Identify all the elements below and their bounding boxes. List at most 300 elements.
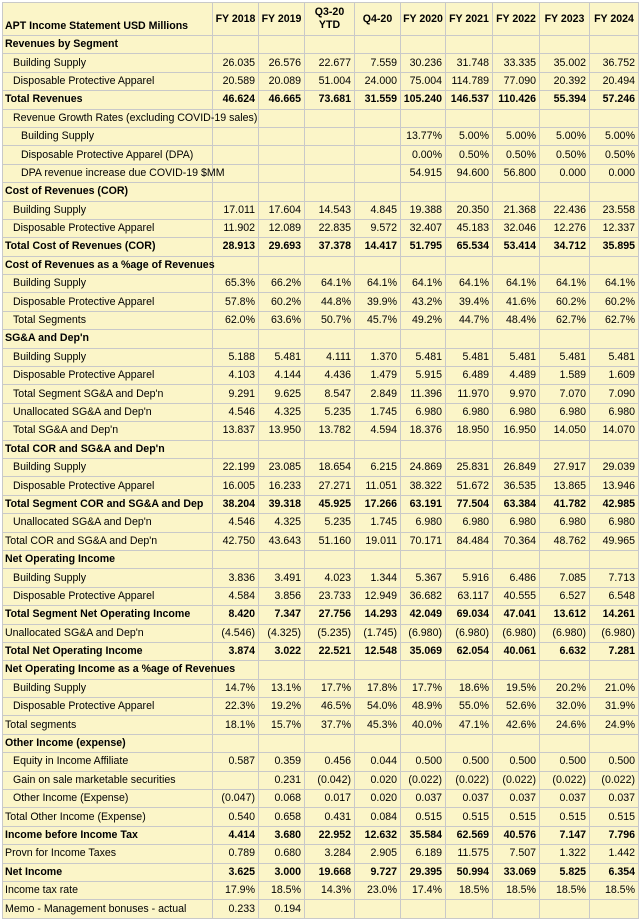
cell-value[interactable]: 1.442 [590,845,639,863]
cell-value[interactable] [213,36,259,54]
cell-value[interactable]: 77.504 [446,495,493,513]
cell-value[interactable] [259,661,305,679]
cell-value[interactable]: 31.559 [355,91,401,109]
cell-value[interactable]: 62.0% [213,311,259,329]
row-label[interactable]: Cost of Revenues as a %age of Revenues [3,256,213,274]
cell-value[interactable]: (0.047) [213,790,259,808]
cell-value[interactable] [493,36,540,54]
cell-value[interactable]: 54.0% [355,698,401,716]
cell-value[interactable]: 14.070 [590,422,639,440]
cell-value[interactable]: 55.394 [540,91,590,109]
row-label[interactable]: Building Supply [3,275,213,293]
cell-value[interactable]: 6.489 [446,367,493,385]
cell-value[interactable]: (6.980) [446,624,493,642]
cell-value[interactable]: 4.546 [213,514,259,532]
cell-value[interactable]: 4.325 [259,514,305,532]
cell-value[interactable]: 4.489 [493,367,540,385]
cell-value[interactable]: 70.364 [493,532,540,550]
cell-value[interactable]: 24.000 [355,72,401,90]
cell-value[interactable]: 94.600 [446,164,493,182]
cell-value[interactable]: 26.849 [493,458,540,476]
cell-value[interactable] [446,109,493,127]
cell-value[interactable]: 29.693 [259,238,305,256]
cell-value[interactable]: (1.745) [355,624,401,642]
cell-value[interactable] [493,734,540,752]
cell-value[interactable] [590,550,639,568]
cell-value[interactable]: 36.752 [590,54,639,72]
cell-value[interactable]: 1.479 [355,367,401,385]
cell-value[interactable]: 51.004 [305,72,355,90]
cell-value[interactable]: 6.632 [540,642,590,660]
cell-value[interactable]: 40.0% [401,716,446,734]
cell-value[interactable]: 23.733 [305,587,355,605]
row-label[interactable]: Cost of Revenues (COR) [3,183,213,201]
cell-value[interactable] [355,550,401,568]
cell-value[interactable] [355,330,401,348]
cell-value[interactable]: 32.046 [493,219,540,237]
cell-value[interactable]: 6.189 [401,845,446,863]
cell-value[interactable] [213,146,259,164]
cell-value[interactable] [305,550,355,568]
cell-value[interactable] [305,127,355,145]
cell-value[interactable]: 0.037 [401,790,446,808]
cell-value[interactable] [401,109,446,127]
cell-value[interactable] [590,661,639,679]
cell-value[interactable]: 66.2% [259,275,305,293]
col-header-fy2021[interactable]: FY 2021 [446,3,493,36]
cell-value[interactable]: 64.1% [355,275,401,293]
cell-value[interactable]: 1.745 [355,514,401,532]
cell-value[interactable]: 0.017 [305,790,355,808]
row-label[interactable]: Total Segment COR and SG&A and Dep [3,495,213,513]
cell-value[interactable]: 14.293 [355,606,401,624]
cell-value[interactable]: 0.037 [493,790,540,808]
cell-value[interactable]: 51.795 [401,238,446,256]
cell-value[interactable]: 4.845 [355,201,401,219]
cell-value[interactable]: 31.9% [590,698,639,716]
cell-value[interactable]: 20.089 [259,72,305,90]
cell-value[interactable]: 39.318 [259,495,305,513]
cell-value[interactable]: (4.546) [213,624,259,642]
cell-value[interactable]: 75.004 [401,72,446,90]
cell-value[interactable]: (0.022) [540,771,590,789]
cell-value[interactable]: 114.789 [446,72,493,90]
cell-value[interactable]: 27.756 [305,606,355,624]
cell-value[interactable] [493,661,540,679]
row-label[interactable]: Building Supply [3,201,213,219]
cell-value[interactable]: 0.50% [493,146,540,164]
cell-value[interactable]: 6.980 [446,514,493,532]
cell-value[interactable]: 44.7% [446,311,493,329]
cell-value[interactable]: 13.837 [213,422,259,440]
cell-value[interactable]: 46.5% [305,698,355,716]
cell-value[interactable]: 14.543 [305,201,355,219]
cell-value[interactable]: 70.171 [401,532,446,550]
cell-value[interactable]: 0.233 [213,900,259,918]
cell-value[interactable]: 19.5% [493,679,540,697]
cell-value[interactable]: 9.970 [493,385,540,403]
cell-value[interactable]: 5.481 [446,348,493,366]
cell-value[interactable]: 3.836 [213,569,259,587]
cell-value[interactable]: 1.609 [590,367,639,385]
cell-value[interactable]: 0.037 [540,790,590,808]
cell-value[interactable]: 5.235 [305,514,355,532]
cell-value[interactable] [305,900,355,918]
cell-value[interactable]: 8.547 [305,385,355,403]
cell-value[interactable]: 4.023 [305,569,355,587]
cell-value[interactable]: 24.869 [401,458,446,476]
cell-value[interactable]: 65.3% [213,275,259,293]
cell-value[interactable] [305,146,355,164]
cell-value[interactable] [493,330,540,348]
cell-value[interactable] [305,330,355,348]
cell-value[interactable]: 24.6% [540,716,590,734]
cell-value[interactable]: 17.011 [213,201,259,219]
cell-value[interactable]: 3.856 [259,587,305,605]
cell-value[interactable]: 45.925 [305,495,355,513]
cell-value[interactable]: 5.00% [590,127,639,145]
cell-value[interactable] [305,734,355,752]
cell-value[interactable]: 13.946 [590,477,639,495]
cell-value[interactable] [401,330,446,348]
row-label[interactable]: Disposable Protective Apparel [3,219,213,237]
cell-value[interactable]: 5.00% [446,127,493,145]
cell-value[interactable] [259,550,305,568]
cell-value[interactable]: 45.7% [355,311,401,329]
cell-value[interactable]: (0.022) [590,771,639,789]
cell-value[interactable]: 12.949 [355,587,401,605]
row-label[interactable]: Total Segments [3,311,213,329]
cell-value[interactable] [540,183,590,201]
cell-value[interactable]: 6.980 [590,514,639,532]
row-label[interactable]: Disposable Protective Apparel [3,367,213,385]
cell-value[interactable]: 1.589 [540,367,590,385]
cell-value[interactable]: 19.011 [355,532,401,550]
row-label[interactable]: Disposable Protective Apparel [3,587,213,605]
row-label[interactable]: Total segments [3,716,213,734]
cell-value[interactable]: 64.1% [540,275,590,293]
cell-value[interactable]: 20.494 [590,72,639,90]
cell-value[interactable]: 15.7% [259,716,305,734]
cell-value[interactable] [259,109,305,127]
cell-value[interactable]: 1.344 [355,569,401,587]
row-label[interactable]: Other Income (Expense) [3,790,213,808]
cell-value[interactable]: 6.980 [401,403,446,421]
cell-value[interactable] [213,440,259,458]
cell-value[interactable]: 22.835 [305,219,355,237]
cell-value[interactable]: 57.246 [590,91,639,109]
cell-value[interactable]: 0.515 [493,808,540,826]
cell-value[interactable] [540,330,590,348]
cell-value[interactable]: 4.414 [213,826,259,844]
cell-value[interactable]: 0.020 [355,790,401,808]
cell-value[interactable]: 13.865 [540,477,590,495]
cell-value[interactable]: 6.980 [540,403,590,421]
cell-value[interactable]: 5.235 [305,403,355,421]
cell-value[interactable]: 44.8% [305,293,355,311]
cell-value[interactable]: 6.527 [540,587,590,605]
cell-value[interactable]: 0.194 [259,900,305,918]
cell-value[interactable]: 28.913 [213,238,259,256]
cell-value[interactable]: 3.491 [259,569,305,587]
col-header-fy2024[interactable]: FY 2024 [590,3,639,36]
row-label[interactable]: Total Segment SG&A and Dep'n [3,385,213,403]
cell-value[interactable]: 1.745 [355,403,401,421]
cell-value[interactable]: 4.111 [305,348,355,366]
cell-value[interactable]: 43.643 [259,532,305,550]
cell-value[interactable]: 0.359 [259,753,305,771]
row-label[interactable]: Net Operating Income as a %age of Revenues [3,661,213,679]
row-label[interactable]: Disposable Protective Apparel (DPA) [3,146,213,164]
cell-value[interactable]: 5.481 [590,348,639,366]
cell-value[interactable]: 49.2% [401,311,446,329]
cell-value[interactable] [540,734,590,752]
row-label[interactable]: Memo - Management bonuses - actual [3,900,213,918]
cell-value[interactable]: 19.668 [305,863,355,881]
row-label[interactable]: Building Supply [3,679,213,697]
cell-value[interactable] [540,109,590,127]
cell-value[interactable]: (0.022) [493,771,540,789]
cell-value[interactable] [590,183,639,201]
cell-value[interactable]: (6.980) [493,624,540,642]
row-label[interactable]: Unallocated SG&A and Dep'n [3,403,213,421]
cell-value[interactable]: 6.354 [590,863,639,881]
cell-value[interactable] [540,256,590,274]
cell-value[interactable]: (6.980) [590,624,639,642]
cell-value[interactable]: 38.322 [401,477,446,495]
cell-value[interactable]: 26.576 [259,54,305,72]
cell-value[interactable]: 13.950 [259,422,305,440]
cell-value[interactable]: 27.271 [305,477,355,495]
cell-value[interactable]: 63.384 [493,495,540,513]
cell-value[interactable]: 5.481 [493,348,540,366]
table-title[interactable]: APT Income Statement USD Millions [3,3,213,36]
cell-value[interactable] [355,900,401,918]
col-header-fy2023[interactable]: FY 2023 [540,3,590,36]
cell-value[interactable] [590,734,639,752]
row-label[interactable]: Building Supply [3,54,213,72]
row-label[interactable]: DPA revenue increase due COVID-19 $MM [3,164,213,182]
cell-value[interactable]: 36.535 [493,477,540,495]
cell-value[interactable]: 7.559 [355,54,401,72]
cell-value[interactable] [446,734,493,752]
col-header-fy2018[interactable]: FY 2018 [213,3,259,36]
cell-value[interactable]: 52.6% [493,698,540,716]
cell-value[interactable]: 60.2% [259,293,305,311]
row-label[interactable]: Total SG&A and Dep'n [3,422,213,440]
cell-value[interactable]: 7.070 [540,385,590,403]
cell-value[interactable] [590,36,639,54]
cell-value[interactable]: 5.481 [259,348,305,366]
cell-value[interactable]: 41.782 [540,495,590,513]
cell-value[interactable]: 40.061 [493,642,540,660]
cell-value[interactable]: 50.7% [305,311,355,329]
row-label[interactable]: Gain on sale marketable securities [3,771,213,789]
cell-value[interactable]: 6.980 [493,403,540,421]
row-label[interactable]: Total Revenues [3,91,213,109]
cell-value[interactable]: 13.612 [540,606,590,624]
cell-value[interactable]: 6.486 [493,569,540,587]
cell-value[interactable] [355,183,401,201]
cell-value[interactable]: 0.515 [446,808,493,826]
cell-value[interactable]: 9.572 [355,219,401,237]
cell-value[interactable] [446,183,493,201]
cell-value[interactable]: 3.284 [305,845,355,863]
cell-value[interactable]: 0.084 [355,808,401,826]
cell-value[interactable]: 0.037 [446,790,493,808]
cell-value[interactable]: 0.515 [540,808,590,826]
cell-value[interactable]: 35.069 [401,642,446,660]
cell-value[interactable]: 0.037 [590,790,639,808]
cell-value[interactable]: 7.507 [493,845,540,863]
cell-value[interactable]: 19.388 [401,201,446,219]
cell-value[interactable] [540,661,590,679]
cell-value[interactable] [355,127,401,145]
cell-value[interactable]: 3.022 [259,642,305,660]
cell-value[interactable]: 63.117 [446,587,493,605]
cell-value[interactable]: 17.7% [401,679,446,697]
cell-value[interactable]: 35.002 [540,54,590,72]
cell-value[interactable] [446,256,493,274]
cell-value[interactable]: 20.2% [540,679,590,697]
cell-value[interactable]: 17.4% [401,881,446,899]
row-label[interactable]: Income tax rate [3,881,213,899]
cell-value[interactable]: 3.680 [259,826,305,844]
cell-value[interactable] [540,550,590,568]
cell-value[interactable] [401,183,446,201]
cell-value[interactable]: 46.624 [213,91,259,109]
cell-value[interactable] [259,440,305,458]
cell-value[interactable]: 5.916 [446,569,493,587]
cell-value[interactable]: 0.231 [259,771,305,789]
cell-value[interactable]: 6.980 [493,514,540,532]
cell-value[interactable]: 22.3% [213,698,259,716]
cell-value[interactable]: 60.2% [590,293,639,311]
cell-value[interactable]: 5.915 [401,367,446,385]
cell-value[interactable]: 51.672 [446,477,493,495]
cell-value[interactable] [493,900,540,918]
cell-value[interactable]: 3.000 [259,863,305,881]
row-label[interactable]: Disposable Protective Apparel [3,477,213,495]
cell-value[interactable]: 12.276 [540,219,590,237]
cell-value[interactable]: 7.147 [540,826,590,844]
cell-value[interactable]: 12.089 [259,219,305,237]
cell-value[interactable] [259,164,305,182]
row-label[interactable]: Total Cost of Revenues (COR) [3,238,213,256]
cell-value[interactable]: 18.6% [446,679,493,697]
cell-value[interactable] [401,440,446,458]
cell-value[interactable]: 4.325 [259,403,305,421]
cell-value[interactable]: 0.500 [446,753,493,771]
row-label[interactable]: Building Supply [3,127,213,145]
cell-value[interactable] [446,330,493,348]
cell-value[interactable]: 0.000 [590,164,639,182]
cell-value[interactable] [305,183,355,201]
cell-value[interactable] [401,550,446,568]
cell-value[interactable]: 35.584 [401,826,446,844]
cell-value[interactable]: 56.800 [493,164,540,182]
cell-value[interactable] [401,900,446,918]
cell-value[interactable]: 55.0% [446,698,493,716]
cell-value[interactable]: 5.00% [540,127,590,145]
cell-value[interactable]: 0.456 [305,753,355,771]
cell-value[interactable]: 26.035 [213,54,259,72]
cell-value[interactable]: 18.950 [446,422,493,440]
cell-value[interactable]: 4.546 [213,403,259,421]
row-label[interactable]: Building Supply [3,348,213,366]
cell-value[interactable]: 9.625 [259,385,305,403]
cell-value[interactable] [493,550,540,568]
cell-value[interactable]: 39.4% [446,293,493,311]
cell-value[interactable] [493,440,540,458]
cell-value[interactable]: 0.500 [493,753,540,771]
row-label[interactable]: Building Supply [3,458,213,476]
cell-value[interactable]: 7.090 [590,385,639,403]
cell-value[interactable] [590,256,639,274]
cell-value[interactable]: 18.5% [540,881,590,899]
cell-value[interactable]: 47.1% [446,716,493,734]
cell-value[interactable]: 3.625 [213,863,259,881]
cell-value[interactable]: 14.417 [355,238,401,256]
cell-value[interactable]: 21.0% [590,679,639,697]
cell-value[interactable]: 29.395 [401,863,446,881]
cell-value[interactable]: 7.796 [590,826,639,844]
cell-value[interactable] [493,256,540,274]
cell-value[interactable]: 5.188 [213,348,259,366]
cell-value[interactable]: 64.1% [401,275,446,293]
cell-value[interactable]: 34.712 [540,238,590,256]
cell-value[interactable]: 18.5% [590,881,639,899]
cell-value[interactable]: 0.680 [259,845,305,863]
cell-value[interactable]: 20.392 [540,72,590,90]
cell-value[interactable] [401,36,446,54]
cell-value[interactable]: 7.085 [540,569,590,587]
cell-value[interactable]: 9.291 [213,385,259,403]
cell-value[interactable] [355,146,401,164]
cell-value[interactable]: 62.054 [446,642,493,660]
cell-value[interactable]: 69.034 [446,606,493,624]
row-label[interactable]: Unallocated SG&A and Dep'n [3,514,213,532]
cell-value[interactable] [540,900,590,918]
cell-value[interactable]: 110.426 [493,91,540,109]
cell-value[interactable]: 7.281 [590,642,639,660]
cell-value[interactable]: 8.420 [213,606,259,624]
cell-value[interactable]: 29.039 [590,458,639,476]
cell-value[interactable]: 6.215 [355,458,401,476]
cell-value[interactable]: (0.022) [446,771,493,789]
cell-value[interactable]: 63.191 [401,495,446,513]
cell-value[interactable]: 47.041 [493,606,540,624]
cell-value[interactable]: (6.980) [540,624,590,642]
cell-value[interactable]: 33.335 [493,54,540,72]
cell-value[interactable] [355,440,401,458]
cell-value[interactable]: 63.6% [259,311,305,329]
cell-value[interactable]: 38.204 [213,495,259,513]
cell-value[interactable]: 46.665 [259,91,305,109]
row-label[interactable]: Other Income (expense) [3,734,213,752]
cell-value[interactable]: 1.370 [355,348,401,366]
row-label[interactable]: Income before Income Tax [3,826,213,844]
cell-value[interactable] [305,109,355,127]
cell-value[interactable]: 7.347 [259,606,305,624]
cell-value[interactable]: 17.266 [355,495,401,513]
cell-value[interactable]: 4.594 [355,422,401,440]
cell-value[interactable]: 40.576 [493,826,540,844]
row-label[interactable]: Building Supply [3,569,213,587]
cell-value[interactable]: 0.540 [213,808,259,826]
cell-value[interactable]: 0.068 [259,790,305,808]
cell-value[interactable]: 3.874 [213,642,259,660]
